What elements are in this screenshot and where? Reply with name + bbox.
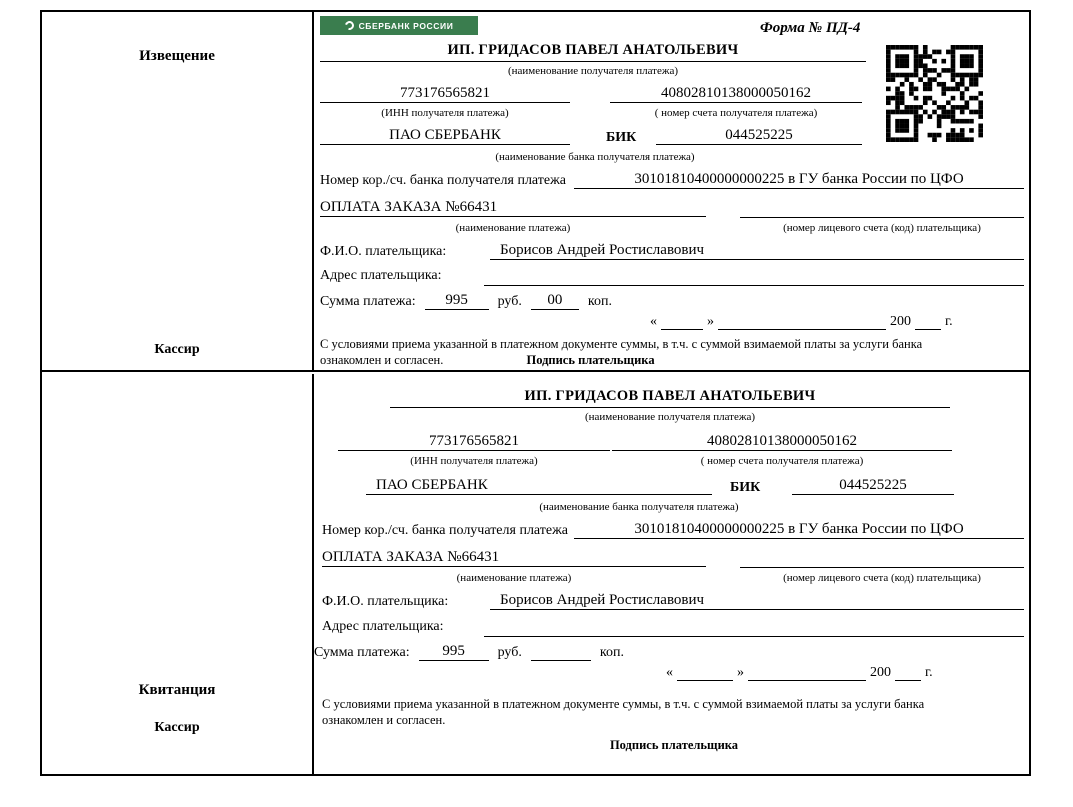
payee-account: 40802810138000050162: [610, 85, 862, 103]
year-prefix: 200: [870, 665, 891, 680]
payer-address-blank: [484, 268, 1024, 286]
receipt-label: Квитанция: [138, 682, 216, 698]
bank-caption: (наименование банка получателя платежа): [495, 151, 695, 163]
notice-label: Извещение: [139, 48, 215, 64]
bank-name: ПАО СБЕРБАНК: [366, 477, 712, 495]
personal-account-caption: (номер лицевого счета (код) плательщика): [783, 572, 981, 584]
date-day-blank: [661, 314, 703, 330]
payee-name: ИП. ГРИДАСОВ ПАВЕЛ АНАТОЛЬЕВИЧ: [390, 388, 950, 408]
rub-label: руб.: [497, 294, 522, 309]
bik-label: БИК: [606, 130, 637, 145]
payment-name: ОПЛАТА ЗАКАЗА №66431: [322, 549, 706, 567]
bik-value: 044525225: [792, 477, 954, 495]
quote-close: »: [737, 665, 744, 680]
payer-address-label: Адрес плательщика:: [320, 268, 442, 283]
date-row: [666, 665, 1024, 681]
amount-kop-value: 00: [531, 292, 579, 310]
payer-name-value: Борисов Андрей Ростиславович: [490, 242, 1024, 260]
payee-caption: (наименование получателя платежа): [507, 65, 679, 77]
corr-account-value: 30101810400000000225 в ГУ банка России по ЦФО: [574, 171, 1024, 189]
agreement-line2: ознакомлен и согласен.: [322, 713, 446, 727]
personal-account-blank: [740, 199, 1024, 218]
receipt-section: [42, 374, 1029, 774]
quote-open: «: [650, 314, 657, 329]
amount-rub-value: 995: [425, 292, 489, 310]
bik-label: БИК: [730, 480, 761, 495]
quote-open: «: [666, 665, 673, 680]
bank-name: ПАО СБЕРБАНК: [320, 127, 570, 145]
payer-address-blank: [484, 619, 1024, 637]
payee-inn: 773176565821: [320, 85, 570, 103]
receipt-stub: [42, 374, 314, 774]
sberbank-logo-text: СБЕРБАНК РОССИИ: [358, 20, 454, 31]
date-year-blank: [915, 314, 941, 330]
bank-caption: (наименование банка получателя платежа): [539, 501, 739, 513]
agreement-line2-row: [320, 352, 1026, 368]
inn-caption: (ИНН получателя платежа): [410, 455, 538, 467]
year-suffix: г.: [925, 665, 933, 680]
inn-caption: (ИНН получателя платежа): [381, 107, 509, 119]
account-caption: ( номер счета получателя платежа): [654, 107, 818, 119]
payer-name-value: Борисов Андрей Ростиславович: [490, 592, 1024, 610]
payment-caption: (наименование платежа): [456, 572, 572, 584]
agreement-line2: ознакомлен и согласен.: [320, 353, 444, 367]
amount-rub-value: 995: [419, 643, 489, 661]
agreement-line1: С условиями приема указанной в платежном документе суммы, в т.ч. с суммой взимаемой платы за услуги банка: [320, 337, 923, 351]
payee-name: ИП. ГРИДАСОВ ПАВЕЛ АНАТОЛЬЕВИЧ: [320, 42, 866, 62]
payee-account: 40802810138000050162: [612, 433, 952, 451]
sberbank-logo: [320, 16, 478, 35]
amount-label: Сумма платежа:: [314, 645, 410, 660]
year-suffix: г.: [945, 314, 953, 329]
notice-stub: [42, 12, 314, 370]
personal-account-caption: (номер лицевого счета (код) плательщика): [783, 222, 981, 234]
agreement-text: [322, 696, 1022, 728]
agreement-line1: С условиями приема указанной в платежном документе суммы, в т.ч. с суммой взимаемой платы за услуги банка: [322, 697, 925, 711]
pd4-payment-form: [40, 10, 1031, 776]
cashier-label: Кассир: [154, 342, 200, 357]
notice-section: [42, 12, 1029, 372]
payer-address-label: Адрес плательщика:: [322, 619, 444, 634]
payee-inn: 773176565821: [338, 433, 610, 451]
payee-caption: (наименование получателя платежа): [584, 411, 756, 423]
bik-value: 044525225: [656, 127, 862, 145]
amount-row: [314, 643, 624, 661]
signature-label: Подпись плательщика: [609, 738, 739, 752]
date-month-blank: [748, 665, 866, 681]
cashier-label: Кассир: [154, 720, 200, 735]
qr-code: [886, 45, 983, 142]
corr-account-value: 30101810400000000225 в ГУ банка России по ЦФО: [574, 521, 1024, 539]
corr-account-label: Номер кор./сч. банка получателя платежа: [322, 523, 568, 538]
kop-label: коп.: [587, 294, 612, 309]
payment-caption: (наименование платежа): [455, 222, 571, 234]
date-month-blank: [718, 314, 886, 330]
form-number: Форма № ПД-4: [760, 20, 861, 36]
agreement-text: [320, 336, 1026, 368]
account-caption: ( номер счета получателя платежа): [700, 455, 864, 467]
date-row: [650, 314, 1026, 330]
amount-row: [320, 292, 612, 310]
corr-account-label: Номер кор./сч. банка получателя платежа: [320, 173, 566, 188]
payment-name: ОПЛАТА ЗАКАЗА №66431: [320, 199, 706, 217]
amount-label: Сумма платежа:: [320, 294, 416, 309]
amount-kop-value: [531, 644, 591, 661]
payer-name-label: Ф.И.О. плательщика:: [322, 594, 449, 609]
year-prefix: 200: [890, 314, 911, 329]
personal-account-blank: [740, 549, 1024, 568]
quote-close: »: [707, 314, 714, 329]
receipt-form: [314, 374, 1029, 774]
date-year-blank: [895, 665, 921, 681]
kop-label: коп.: [599, 645, 624, 660]
date-day-blank: [677, 665, 733, 681]
rub-label: руб.: [497, 645, 522, 660]
payer-name-label: Ф.И.О. плательщика:: [320, 244, 447, 259]
notice-form: [314, 12, 1029, 370]
signature-label: Подпись плательщика: [526, 353, 655, 367]
sberbank-emblem-icon: [343, 19, 355, 31]
